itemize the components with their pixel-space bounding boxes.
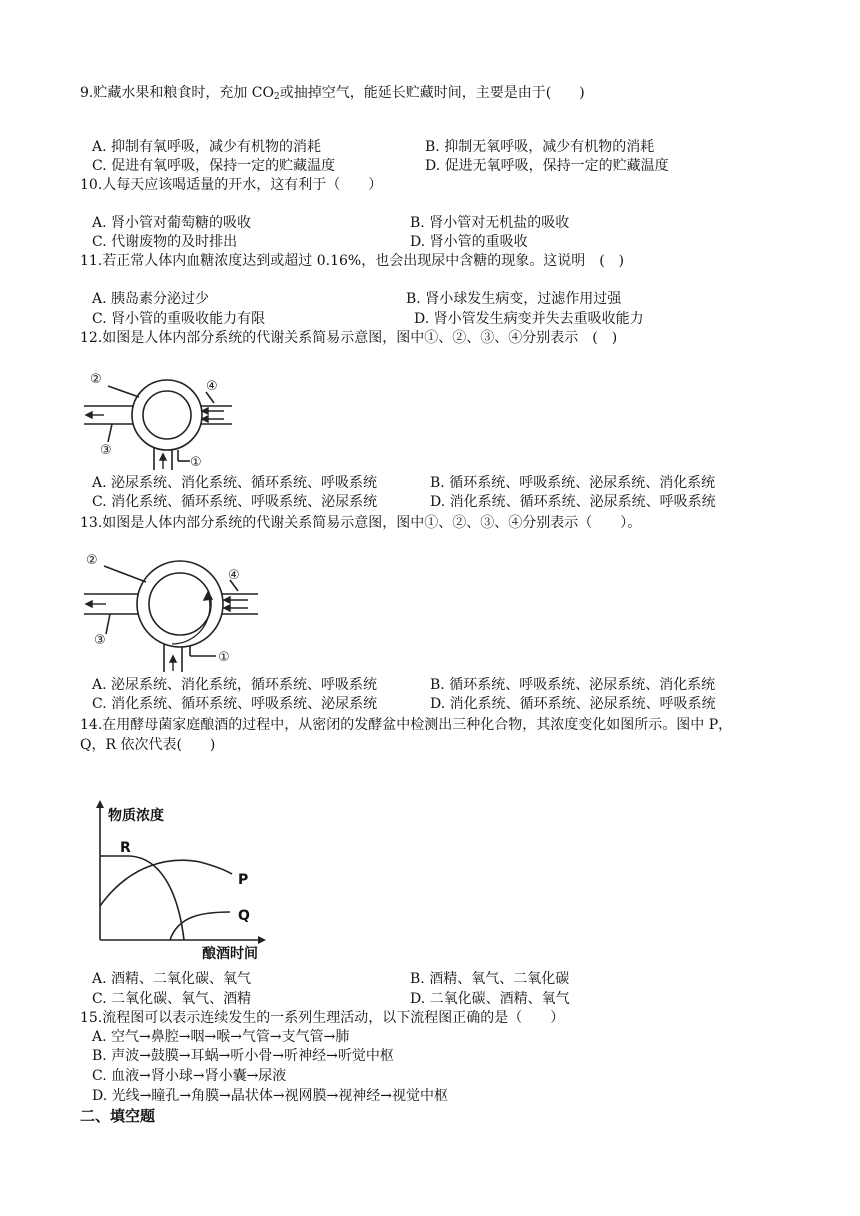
q12-label-3: ③ bbox=[100, 443, 112, 458]
q14-label-r: R bbox=[120, 840, 131, 856]
q14-stem-line2: Q，R 依次代表( ) bbox=[80, 737, 216, 753]
q11-option-c: C. 肾小管的重吸收能力有限 bbox=[92, 311, 266, 327]
q14-concentration-graph bbox=[90, 798, 280, 962]
q14-stem-line1: 14.在用酵母菌家庭酿酒的过程中，从密闭的发酵盆中检测出三种化合物，其浓度变化如图所示。图中 P， bbox=[80, 717, 733, 733]
q12-label-4: ④ bbox=[206, 379, 218, 394]
q15-option-b: B. 声波→鼓膜→耳蜗→听小骨→听神经→听觉中枢 bbox=[92, 1048, 394, 1064]
q14-option-b: B. 酒精、氧气、二氧化碳 bbox=[410, 971, 570, 987]
q11-option-d: D. 肾小管发生病变并失去重吸收能力 bbox=[414, 311, 644, 327]
q12-option-a: A. 泌尿系统、消化系统、循环系统、呼吸系统 bbox=[92, 475, 378, 491]
q12-label-1: ① bbox=[190, 455, 202, 470]
q13-option-a: A. 泌尿系统、消化系统，循环系统、呼吸系统 bbox=[92, 677, 378, 693]
q14-curve-q bbox=[170, 912, 230, 940]
q9-option-d: D. 促进无氧呼吸，保持一定的贮藏温度 bbox=[425, 158, 669, 174]
q12-diagram bbox=[82, 368, 242, 472]
q13-option-c: C. 消化系统、循环系统、呼吸系统、泌尿系统 bbox=[92, 696, 378, 712]
q14-curve-p bbox=[100, 860, 232, 906]
q13-label-1: ① bbox=[218, 650, 230, 665]
q13-label-2: ② bbox=[86, 553, 98, 568]
section-heading-fill-in: 二、填空题 bbox=[80, 1107, 156, 1125]
q10-option-b: B. 肾小管对无机盐的吸收 bbox=[410, 215, 570, 231]
q13-label-3: ③ bbox=[94, 633, 106, 648]
q15-option-a: A. 空气→鼻腔→咽→喉→气管→支气管→肺 bbox=[92, 1029, 350, 1045]
q9-stem-a: 9.贮藏水果和粮食时，充加 CO bbox=[80, 85, 274, 101]
q14-xlabel: 酿酒时间 bbox=[202, 946, 258, 962]
q9-option-c: C. 促进有氧呼吸，保持一定的贮藏温度 bbox=[92, 158, 336, 174]
q12-option-b: B. 循环系统、呼吸系统、泌尿系统、消化系统 bbox=[430, 475, 716, 491]
q11-option-b: B. 肾小球发生病变，过滤作用过强 bbox=[406, 291, 622, 307]
q10-option-c: C. 代谢废物的及时排出 bbox=[92, 234, 238, 250]
q15-option-c: C. 血液→肾小球→肾小囊→尿液 bbox=[92, 1068, 287, 1084]
q13-diagram bbox=[82, 548, 262, 674]
q13-stem: 13.如图是人体内部分系统的代谢关系简易示意图，图中①、②、③、④分别表示（ ）。 bbox=[80, 515, 642, 531]
q9-option-a: A. 抑制有氧呼吸，减少有机物的消耗 bbox=[92, 139, 322, 155]
q9-stem bbox=[80, 84, 585, 102]
q12-label-2: ② bbox=[90, 372, 102, 387]
q13-label-4: ④ bbox=[228, 568, 240, 583]
q15-stem: 15.流程图可以表示连续发生的一系列生理活动，以下流程图正确的是（ ） bbox=[80, 1010, 565, 1026]
q10-stem: 10.人每天应该喝适量的开水，这有利于（ ） bbox=[80, 177, 383, 193]
q14-ylabel: 物质浓度 bbox=[108, 808, 164, 824]
q14-option-c: C. 二氧化碳、氧气、酒精 bbox=[92, 991, 252, 1007]
q12-stem: 12.如图是人体内部分系统的代谢关系简易示意图，图中①、②、③、④分别表示 ( ) bbox=[80, 330, 618, 346]
q12-option-d: D. 消化系统、循环系统、泌尿系统、呼吸系统 bbox=[430, 494, 716, 510]
q9-stem-sub: 2 bbox=[274, 92, 280, 102]
q14-option-a: A. 酒精、二氧化碳、氧气 bbox=[92, 971, 252, 987]
q11-stem: 11.若正常人体内血糖浓度达到或超过 0.16%，也会出现尿中含糖的现象。这说明 ( ) bbox=[80, 253, 625, 269]
q13-option-d: D. 消化系统、循环系统、泌尿系统、呼吸系统 bbox=[430, 696, 716, 712]
q11-option-a: A. 胰岛素分泌过少 bbox=[92, 291, 210, 307]
q14-label-p: P bbox=[238, 872, 249, 888]
q12-option-c: C. 消化系统、循环系统、呼吸系统、泌尿系统 bbox=[92, 494, 378, 510]
q15-option-d: D. 光线→瞳孔→角膜→晶状体→视网膜→视神经→视觉中枢 bbox=[92, 1088, 449, 1104]
q10-option-d: D. 肾小管的重吸收 bbox=[410, 234, 528, 250]
q9-stem-b: 或抽掉空气，能延长贮藏时间，主要是由于( ) bbox=[279, 85, 585, 101]
q9-option-b: B. 抑制无氧呼吸，减少有机物的消耗 bbox=[425, 139, 655, 155]
q14-label-q: Q bbox=[238, 908, 250, 924]
q10-option-a: A. 肾小管对葡萄糖的吸收 bbox=[92, 215, 252, 231]
q14-option-d: D. 二氧化碳、酒精、氧气 bbox=[410, 991, 570, 1007]
q13-option-b: B. 循环系统、呼吸系统、泌尿系统、消化系统 bbox=[430, 677, 716, 693]
